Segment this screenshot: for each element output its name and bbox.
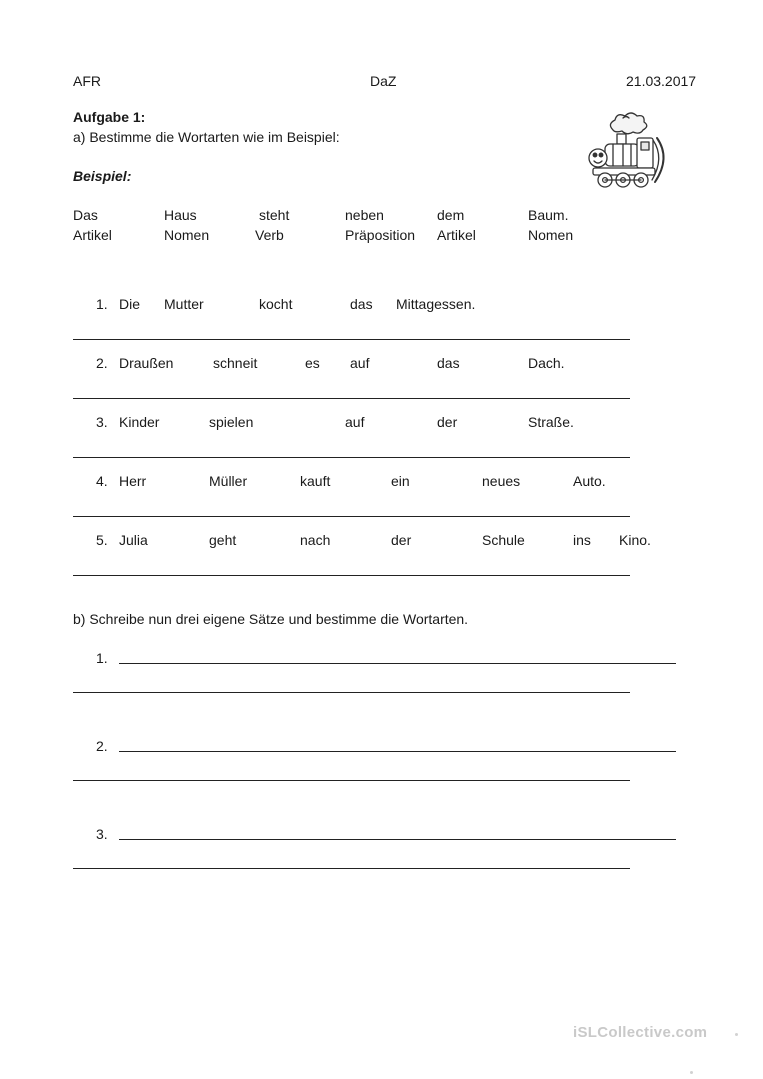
sentence-word: das [350, 296, 373, 312]
example-word: Haus [164, 207, 197, 223]
sentence-word: schneit [213, 355, 258, 371]
example-word: dem [437, 207, 465, 223]
own-sentence-number: 3. [96, 826, 108, 842]
task-instruction-b: b) Schreibe nun drei eigene Sätze und bestimme die Wortarten. [73, 611, 469, 627]
example-type: Nomen [528, 227, 574, 243]
sentence-word: auf [345, 414, 365, 430]
own-sentence-number: 1. [96, 650, 108, 666]
example-word: Das [73, 207, 98, 223]
sentence-word: der [391, 532, 412, 548]
watermark-dot [690, 1071, 693, 1074]
sentence-word: nach [300, 532, 331, 548]
train-illustration [583, 108, 675, 200]
sentence-word: es [305, 355, 320, 371]
sentence-word: ins [573, 532, 591, 548]
example-type: Artikel [437, 227, 476, 243]
answer-line[interactable] [73, 692, 630, 693]
sentence-word: Schule [482, 532, 525, 548]
example-type: Nomen [164, 227, 210, 243]
example-type: Präposition [345, 227, 416, 243]
sentence-word: kauft [300, 473, 331, 489]
header-left: AFR [73, 73, 101, 89]
own-sentence-line[interactable] [119, 751, 676, 752]
answer-line[interactable] [73, 780, 630, 781]
example-word: Baum. [528, 207, 569, 223]
sentence-number: 5. [96, 532, 108, 548]
example-type: Artikel [73, 227, 112, 243]
sentence-word: Kinder [119, 414, 160, 430]
example-label: Beispiel: [73, 168, 132, 184]
sentence-word: Auto. [573, 473, 606, 489]
watermark-dot [735, 1033, 738, 1036]
answer-line[interactable] [73, 575, 630, 576]
answer-line[interactable] [73, 457, 630, 458]
sentence-word: auf [350, 355, 370, 371]
own-sentence-line[interactable] [119, 663, 676, 664]
sentence-word: Die [119, 296, 141, 312]
sentence-number: 4. [96, 473, 108, 489]
sentence-word: Julia [119, 532, 148, 548]
sentence-number: 1. [96, 296, 108, 312]
task-instruction-a: a) Bestimme die Wortarten wie im Beispiel: [73, 129, 340, 145]
sentence-word: geht [209, 532, 237, 548]
answer-line[interactable] [73, 398, 630, 399]
sentence-word: Mittagessen. [396, 296, 476, 312]
sentence-word: Dach. [528, 355, 565, 371]
header-center: DaZ [370, 73, 397, 89]
sentence-word: Straße. [528, 414, 574, 430]
sentence-word: das [437, 355, 460, 371]
answer-line[interactable] [73, 339, 630, 340]
sentence-word: spielen [209, 414, 254, 430]
own-sentence-number: 2. [96, 738, 108, 754]
header-date: 21.03.2017 [626, 73, 697, 89]
sentence-word: Kino. [619, 532, 651, 548]
example-word: steht [259, 207, 290, 223]
answer-line[interactable] [73, 516, 630, 517]
watermark: iSLCollective.com [573, 1024, 708, 1041]
sentence-number: 3. [96, 414, 108, 430]
sentence-word: Müller [209, 473, 248, 489]
own-sentence-line[interactable] [119, 839, 676, 840]
sentence-word: der [437, 414, 458, 430]
sentence-number: 2. [96, 355, 108, 371]
sentence-word: ein [391, 473, 410, 489]
sentence-word: Mutter [164, 296, 204, 312]
example-word: neben [345, 207, 384, 223]
answer-line[interactable] [73, 868, 630, 869]
sentence-word: kocht [259, 296, 293, 312]
sentence-word: Draußen [119, 355, 174, 371]
task-title: Aufgabe 1: [73, 109, 146, 125]
sentence-word: neues [482, 473, 521, 489]
sentence-word: Herr [119, 473, 147, 489]
example-type: Verb [255, 227, 284, 243]
